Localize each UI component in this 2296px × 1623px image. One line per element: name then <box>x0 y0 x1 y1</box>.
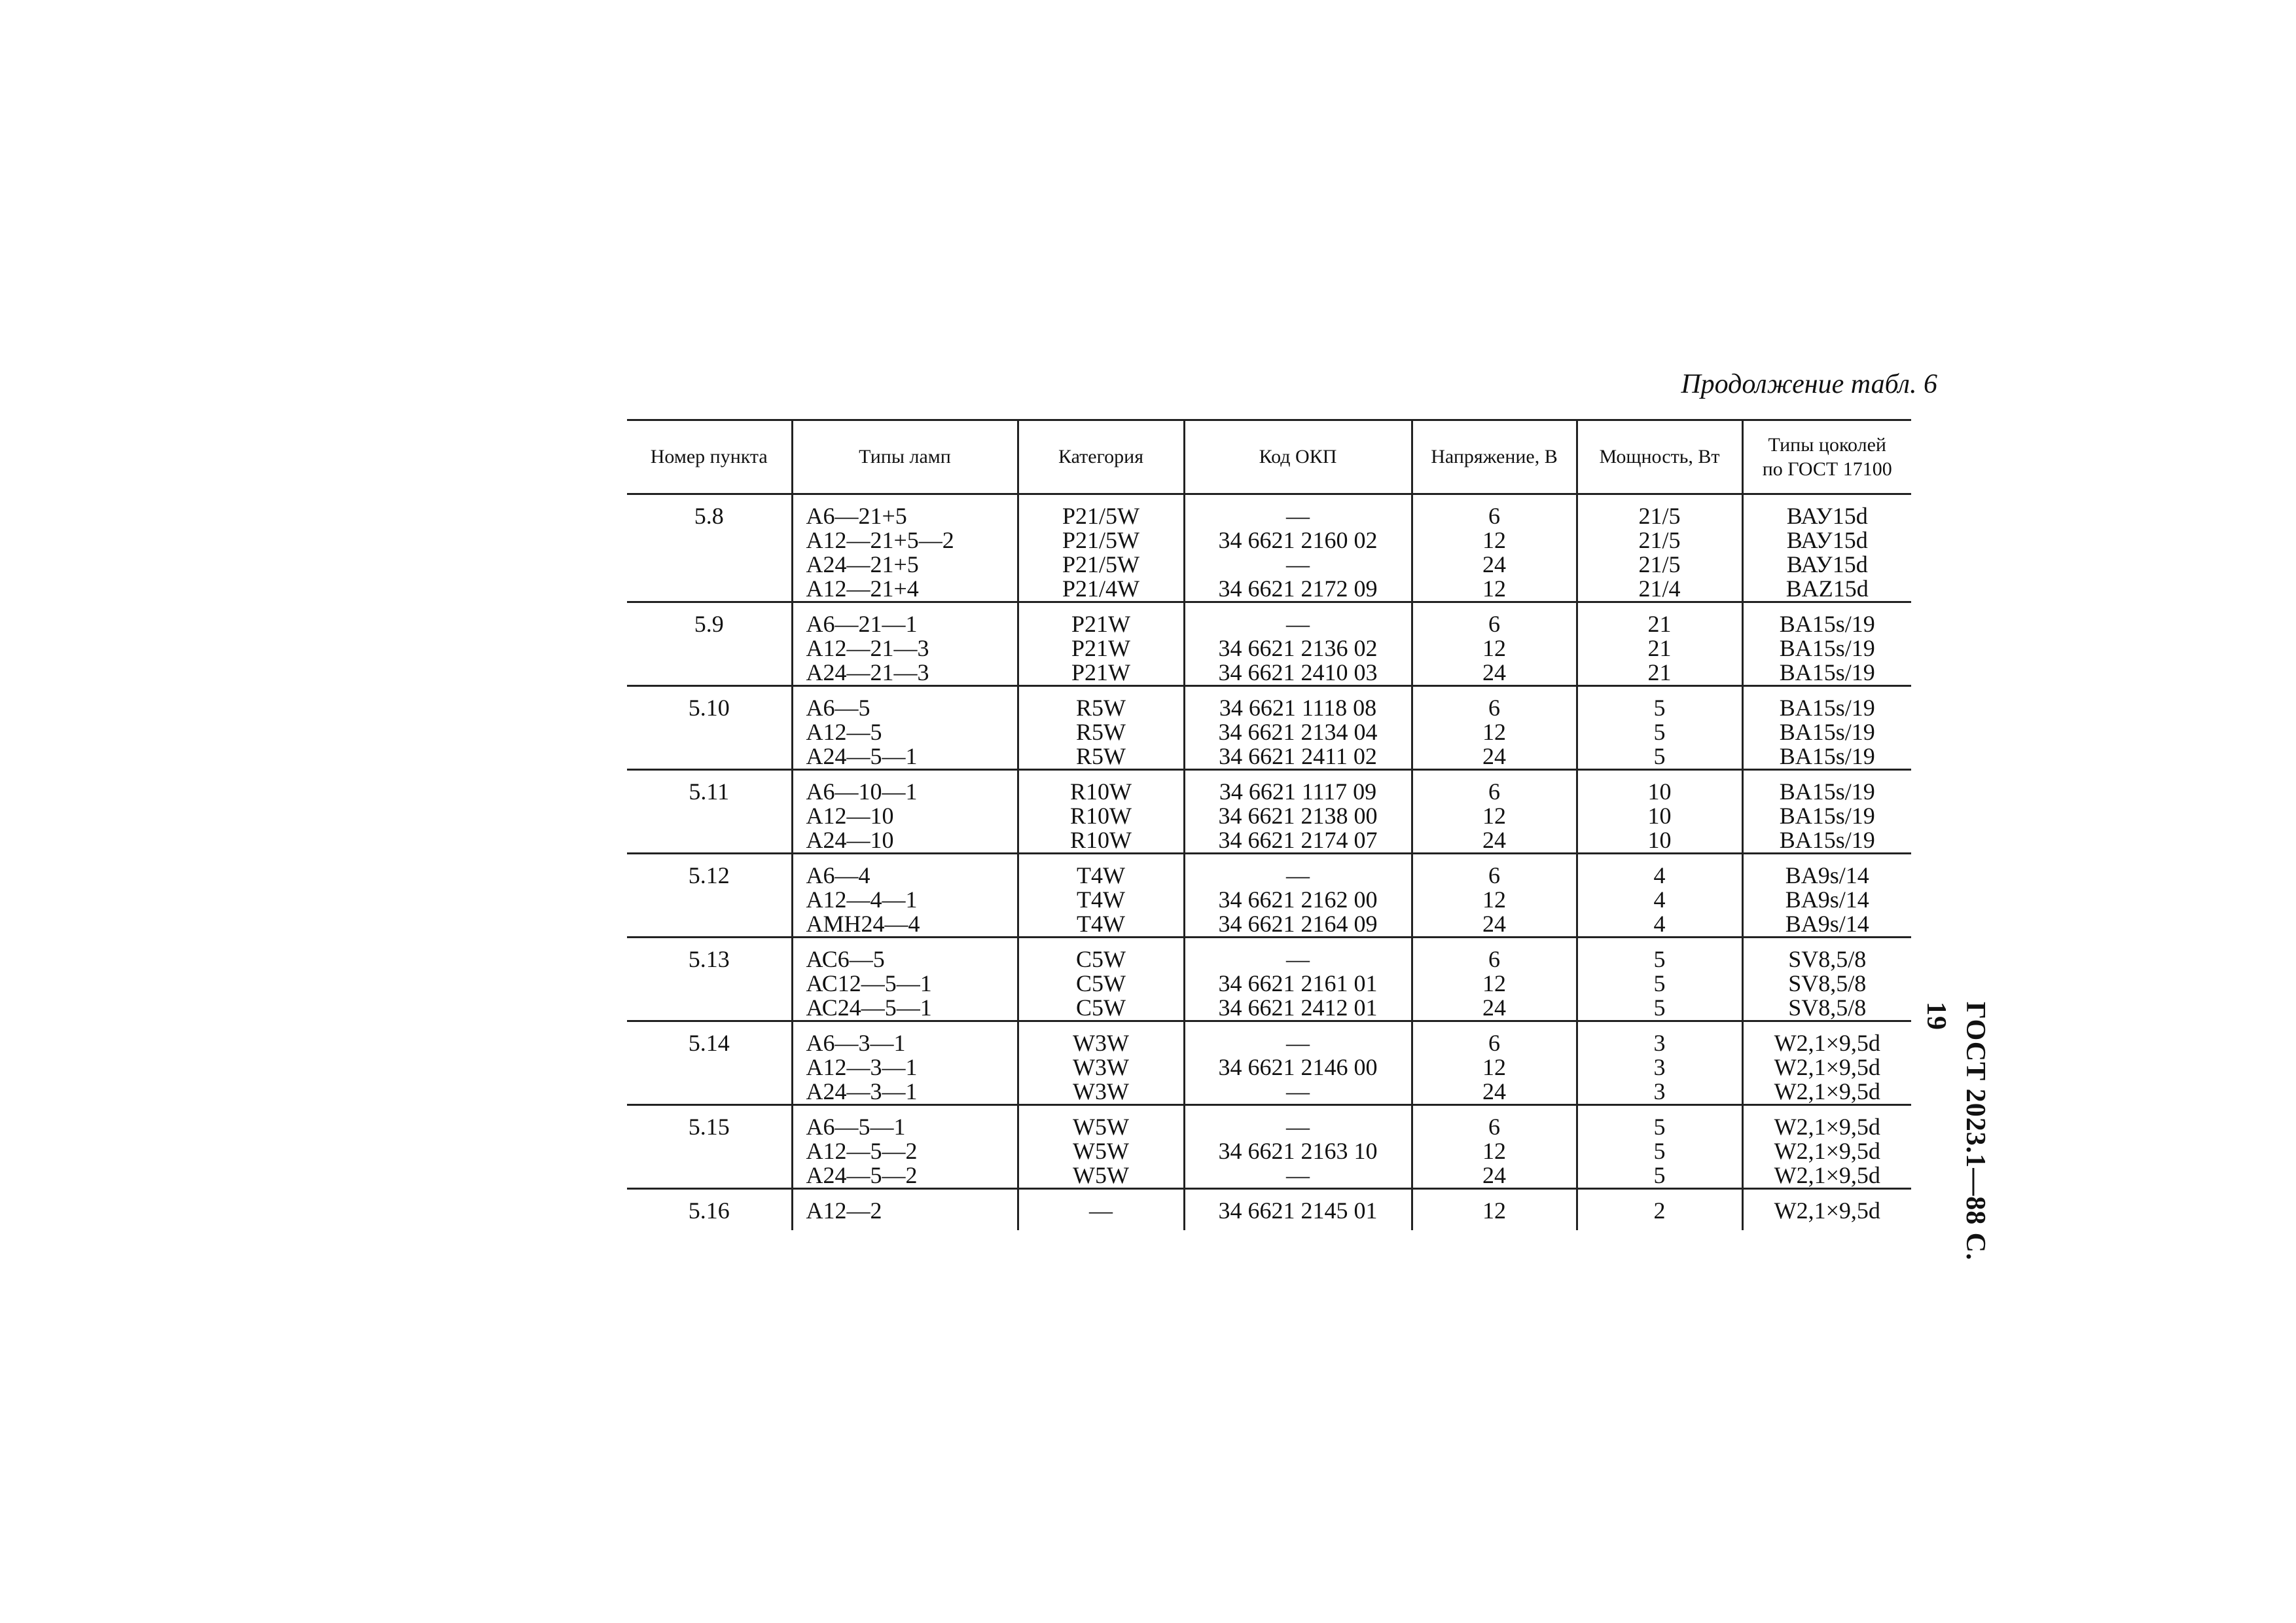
cell-voltage-line: 24 <box>1482 1078 1506 1104</box>
cell-base-type-line: W2,1×9,5d <box>1774 1054 1880 1080</box>
cell-lamp-type <box>792 770 1018 854</box>
cell-voltage-line: 24 <box>1482 994 1506 1021</box>
cell-okp-code-line: 34 6621 1117 09 <box>1219 778 1377 805</box>
cell-okp-code-line: — <box>1286 611 1310 637</box>
cell-base-type-line: BA9s/14 <box>1785 886 1869 913</box>
cell-voltage-line: 24 <box>1482 827 1506 853</box>
cell-lamp-type-line: А24—3—1 <box>806 1078 918 1104</box>
cell-power-line: 5 <box>1653 994 1666 1021</box>
cell-voltage <box>1412 602 1577 686</box>
cell-base-type-line: ВАУ15d <box>1786 527 1868 553</box>
cell-okp-code-line: 34 6621 2164 09 <box>1218 911 1378 937</box>
cell-power-line: 3 <box>1653 1030 1666 1056</box>
cell-base-type-line: BA15s/19 <box>1779 611 1875 637</box>
table-row <box>627 602 1911 686</box>
cell-okp-code-line: — <box>1286 862 1310 888</box>
cell-voltage <box>1412 770 1577 854</box>
header-category: Категория <box>1018 420 1184 494</box>
cell-item-value: 5.12 <box>688 862 730 888</box>
cell-okp-code-line: 34 6621 2162 00 <box>1218 886 1378 913</box>
cell-category-line: P21/5W <box>1062 551 1139 577</box>
cell-power-line: 21/5 <box>1638 551 1681 577</box>
cell-lamp-type-line: А12—21+4 <box>806 575 919 602</box>
cell-okp-code-line: 34 6621 2138 00 <box>1218 803 1378 829</box>
cell-base-type-line: ВАУ15d <box>1786 503 1868 529</box>
cell-okp-code-line: 34 6621 2410 03 <box>1218 659 1378 685</box>
cell-power-line: 10 <box>1647 778 1672 805</box>
cell-base-type-line: W2,1×9,5d <box>1774 1078 1880 1104</box>
cell-base-type-line: BA15s/19 <box>1779 743 1875 769</box>
cell-okp-code-line: 34 6621 2411 02 <box>1219 743 1377 769</box>
cell-okp-code-line: 34 6621 2146 00 <box>1218 1054 1378 1080</box>
cell-voltage-line: 12 <box>1482 575 1506 602</box>
cell-base-type-line: BA15s/19 <box>1779 778 1875 805</box>
header-okp-code: Код ОКП <box>1184 420 1412 494</box>
table-row <box>627 1105 1911 1189</box>
cell-category-line: — <box>1089 1197 1113 1224</box>
cell-lamp-type <box>792 1105 1018 1189</box>
cell-category <box>1018 854 1184 938</box>
cell-power-line: 5 <box>1653 1114 1666 1140</box>
cell-category <box>1018 494 1184 602</box>
gost-page-header: ГОСТ 2023.1—88 С. 19 <box>1921 1002 1990 1261</box>
cell-lamp-type-line: А24—10 <box>806 827 894 853</box>
table-row <box>627 854 1911 938</box>
cell-category-line: W5W <box>1073 1114 1129 1140</box>
cell-power-line: 4 <box>1653 911 1666 937</box>
cell-power <box>1577 770 1742 854</box>
cell-voltage <box>1412 1105 1577 1189</box>
cell-item <box>627 854 792 938</box>
cell-voltage <box>1412 1189 1577 1231</box>
cell-power-line: 10 <box>1647 803 1672 829</box>
cell-power-line: 4 <box>1653 886 1666 913</box>
cell-power <box>1577 494 1742 602</box>
table-header-row <box>627 420 1911 494</box>
cell-power-line: 3 <box>1653 1078 1666 1104</box>
cell-voltage-line: 24 <box>1482 551 1506 577</box>
cell-power-line: 21 <box>1647 659 1672 685</box>
cell-item-value: 5.8 <box>694 503 724 529</box>
cell-base-type <box>1742 770 1911 854</box>
cell-voltage-line: 6 <box>1488 1114 1500 1140</box>
cell-power-line: 2 <box>1653 1197 1666 1224</box>
cell-power-line: 21 <box>1647 611 1672 637</box>
cell-okp-code-line: 34 6621 2163 10 <box>1218 1138 1378 1164</box>
cell-item-value: 5.10 <box>688 695 730 721</box>
cell-okp-code-line: — <box>1286 1162 1310 1188</box>
cell-voltage <box>1412 494 1577 602</box>
header-voltage: Напряжение, В <box>1412 420 1577 494</box>
cell-okp-code <box>1184 1189 1412 1231</box>
cell-item-value: 5.14 <box>688 1030 730 1056</box>
cell-category-line: P21/4W <box>1062 575 1139 602</box>
cell-base-type <box>1742 1105 1911 1189</box>
cell-category <box>1018 1189 1184 1231</box>
cell-category-line: W3W <box>1073 1054 1129 1080</box>
cell-base-type-line: W2,1×9,5d <box>1774 1197 1880 1224</box>
cell-voltage-line: 12 <box>1482 635 1506 661</box>
header-power: Мощность, Вт <box>1577 420 1742 494</box>
cell-category-line: P21W <box>1071 635 1130 661</box>
cell-category-line: P21W <box>1071 611 1130 637</box>
cell-lamp-type-line: А24—21+5 <box>806 551 919 577</box>
lamp-types-table <box>627 419 1911 1230</box>
cell-base-type <box>1742 1021 1911 1105</box>
cell-okp-code <box>1184 1021 1412 1105</box>
cell-category-line: R5W <box>1076 719 1126 745</box>
cell-base-type-line: BA15s/19 <box>1779 803 1875 829</box>
cell-okp-code-line: 34 6621 2161 01 <box>1218 970 1378 996</box>
cell-base-type-line: BA15s/19 <box>1779 695 1875 721</box>
cell-lamp-type-line: А6—5—1 <box>806 1114 906 1140</box>
cell-item <box>627 1105 792 1189</box>
cell-voltage-line: 12 <box>1482 970 1506 996</box>
cell-voltage <box>1412 686 1577 770</box>
cell-voltage <box>1412 1021 1577 1105</box>
table-row <box>627 1189 1911 1231</box>
cell-base-type-line: SV8,5/8 <box>1788 970 1867 996</box>
cell-power <box>1577 602 1742 686</box>
cell-voltage-line: 6 <box>1488 695 1500 721</box>
cell-lamp-type-line: А6—21+5 <box>806 503 907 529</box>
cell-base-type <box>1742 854 1911 938</box>
cell-voltage-line: 6 <box>1488 946 1500 972</box>
cell-item-value: 5.15 <box>688 1114 730 1140</box>
cell-lamp-type-line: А12—2 <box>806 1197 882 1224</box>
cell-item <box>627 1021 792 1105</box>
cell-category-line: W5W <box>1073 1138 1129 1164</box>
cell-item-value: 5.16 <box>688 1197 730 1224</box>
cell-power <box>1577 686 1742 770</box>
cell-power-line: 21/4 <box>1638 575 1681 602</box>
cell-okp-code <box>1184 602 1412 686</box>
table-continuation-caption: Продолжение табл. 6 <box>1681 369 1937 399</box>
cell-category-line: R10W <box>1070 827 1132 853</box>
cell-power-line: 5 <box>1653 1138 1666 1164</box>
cell-category-line: W3W <box>1073 1078 1129 1104</box>
cell-lamp-type <box>792 1189 1018 1231</box>
cell-lamp-type-line: А12—5 <box>806 719 882 745</box>
cell-category <box>1018 938 1184 1021</box>
cell-okp-code-line: 34 6621 2136 02 <box>1218 635 1378 661</box>
cell-voltage-line: 6 <box>1488 1030 1500 1056</box>
cell-lamp-type <box>792 854 1018 938</box>
cell-item <box>627 1189 792 1231</box>
cell-base-type-line: BA15s/19 <box>1779 719 1875 745</box>
cell-lamp-type <box>792 1021 1018 1105</box>
cell-item <box>627 494 792 602</box>
cell-okp-code <box>1184 770 1412 854</box>
cell-lamp-type-line: А6—10—1 <box>806 778 918 805</box>
cell-okp-code-line: 34 6621 2160 02 <box>1218 527 1378 553</box>
cell-lamp-type-line: А6—21—1 <box>806 611 918 637</box>
table-body <box>627 494 1911 1231</box>
cell-base-type-line: BA9s/14 <box>1785 911 1869 937</box>
cell-base-type-line: BA15s/19 <box>1779 635 1875 661</box>
cell-category <box>1018 770 1184 854</box>
cell-power-line: 21 <box>1647 635 1672 661</box>
header-base-line1: Типы цоколей <box>1768 433 1886 456</box>
cell-okp-code-line: — <box>1286 503 1310 529</box>
cell-lamp-type <box>792 602 1018 686</box>
cell-voltage-line: 6 <box>1488 503 1500 529</box>
cell-lamp-type-line: А12—5—2 <box>806 1138 918 1164</box>
cell-okp-code-line: — <box>1286 946 1310 972</box>
cell-category <box>1018 686 1184 770</box>
cell-base-type-line: SV8,5/8 <box>1788 946 1867 972</box>
cell-base-type-line: BA9s/14 <box>1785 862 1869 888</box>
cell-lamp-type-line: А24—5—1 <box>806 743 918 769</box>
cell-lamp-type-line: А12—3—1 <box>806 1054 918 1080</box>
cell-voltage-line: 12 <box>1482 1138 1506 1164</box>
cell-base-type-line: BA15s/19 <box>1779 827 1875 853</box>
cell-power <box>1577 1189 1742 1231</box>
header-base-line2: по ГОСТ 17100 <box>1762 458 1892 480</box>
cell-item <box>627 602 792 686</box>
cell-okp-code-line: 34 6621 2172 09 <box>1218 575 1378 602</box>
cell-voltage-line: 12 <box>1482 527 1506 553</box>
cell-base-type <box>1742 686 1911 770</box>
cell-category <box>1018 1105 1184 1189</box>
cell-item <box>627 770 792 854</box>
cell-lamp-type-line: А6—3—1 <box>806 1030 906 1056</box>
cell-category-line: R5W <box>1076 743 1126 769</box>
cell-voltage-line: 12 <box>1482 886 1506 913</box>
cell-category-line: W3W <box>1073 1030 1129 1056</box>
header-base-types <box>1742 420 1911 494</box>
cell-lamp-type-line: АМН24—4 <box>806 911 920 937</box>
cell-okp-code-line: — <box>1286 551 1310 577</box>
cell-category-line: C5W <box>1076 946 1126 972</box>
cell-okp-code <box>1184 854 1412 938</box>
cell-lamp-type-line: А12—10 <box>806 803 894 829</box>
cell-category-line: T4W <box>1077 911 1125 937</box>
cell-base-type-line: ВАУ15d <box>1786 551 1868 577</box>
cell-lamp-type-line: А6—5 <box>806 695 870 721</box>
header-lamp-types: Типы ламп <box>792 420 1018 494</box>
cell-lamp-type <box>792 686 1018 770</box>
cell-base-type-line: BA15s/19 <box>1779 659 1875 685</box>
cell-lamp-type <box>792 938 1018 1021</box>
cell-category-line: T4W <box>1077 886 1125 913</box>
cell-okp-code-line: 34 6621 2145 01 <box>1218 1197 1378 1224</box>
cell-item-value: 5.11 <box>689 778 730 805</box>
table-row <box>627 686 1911 770</box>
cell-category-line: R10W <box>1070 778 1132 805</box>
cell-lamp-type-line: А12—21+5—2 <box>806 527 954 553</box>
cell-voltage-line: 6 <box>1488 611 1500 637</box>
table-row <box>627 938 1911 1021</box>
cell-okp-code <box>1184 938 1412 1021</box>
cell-lamp-type-line: А12—21—3 <box>806 635 929 661</box>
cell-base-type <box>1742 938 1911 1021</box>
cell-okp-code-line: 34 6621 1118 08 <box>1219 695 1377 721</box>
cell-power-line: 4 <box>1653 862 1666 888</box>
cell-power-line: 21/5 <box>1638 527 1681 553</box>
cell-lamp-type-line: А12—4—1 <box>806 886 918 913</box>
cell-base-type-line: W2,1×9,5d <box>1774 1114 1880 1140</box>
cell-lamp-type-line: АС24—5—1 <box>806 994 932 1021</box>
cell-power-line: 5 <box>1653 719 1666 745</box>
cell-category-line: W5W <box>1073 1162 1129 1188</box>
cell-base-type-line: W2,1×9,5d <box>1774 1162 1880 1188</box>
cell-base-type <box>1742 494 1911 602</box>
cell-lamp-type-line: А6—4 <box>806 862 870 888</box>
cell-voltage-line: 6 <box>1488 778 1500 805</box>
cell-item <box>627 938 792 1021</box>
cell-power <box>1577 938 1742 1021</box>
cell-power-line: 5 <box>1653 695 1666 721</box>
table-row <box>627 1021 1911 1105</box>
cell-okp-code <box>1184 494 1412 602</box>
cell-power-line: 5 <box>1653 946 1666 972</box>
cell-voltage <box>1412 854 1577 938</box>
cell-base-type-line: SV8,5/8 <box>1788 994 1867 1021</box>
cell-base-type-line: W2,1×9,5d <box>1774 1030 1880 1056</box>
cell-category-line: P21W <box>1071 659 1130 685</box>
cell-okp-code-line: — <box>1286 1114 1310 1140</box>
cell-power-line: 3 <box>1653 1054 1666 1080</box>
cell-power-line: 5 <box>1653 743 1666 769</box>
cell-lamp-type-line: АС12—5—1 <box>806 970 932 996</box>
cell-power-line: 5 <box>1653 1162 1666 1188</box>
cell-base-type-line: W2,1×9,5d <box>1774 1138 1880 1164</box>
cell-voltage-line: 12 <box>1482 803 1506 829</box>
cell-voltage-line: 24 <box>1482 1162 1506 1188</box>
cell-item-value: 5.9 <box>694 611 724 637</box>
cell-voltage-line: 24 <box>1482 743 1506 769</box>
cell-power <box>1577 1105 1742 1189</box>
cell-okp-code-line: — <box>1286 1078 1310 1104</box>
cell-power <box>1577 1021 1742 1105</box>
cell-power-line: 10 <box>1647 827 1672 853</box>
cell-category-line: T4W <box>1077 862 1125 888</box>
cell-power <box>1577 854 1742 938</box>
cell-voltage-line: 12 <box>1482 719 1506 745</box>
header-item: Номер пункта <box>627 420 792 494</box>
cell-okp-code-line: 34 6621 2412 01 <box>1218 994 1378 1021</box>
cell-lamp-type-line: АС6—5 <box>806 946 885 972</box>
cell-base-type <box>1742 1189 1911 1231</box>
table-row <box>627 494 1911 602</box>
cell-voltage <box>1412 938 1577 1021</box>
cell-power-line: 5 <box>1653 970 1666 996</box>
cell-category-line: R10W <box>1070 803 1132 829</box>
cell-voltage-line: 12 <box>1482 1197 1506 1224</box>
cell-okp-code-line: — <box>1286 1030 1310 1056</box>
cell-category-line: P21/5W <box>1062 503 1139 529</box>
cell-item <box>627 686 792 770</box>
cell-voltage-line: 12 <box>1482 1054 1506 1080</box>
cell-okp-code <box>1184 686 1412 770</box>
cell-category-line: C5W <box>1076 970 1126 996</box>
cell-voltage-line: 24 <box>1482 911 1506 937</box>
cell-base-type-line: BAZ15d <box>1785 575 1869 602</box>
cell-power-line: 21/5 <box>1638 503 1681 529</box>
cell-okp-code <box>1184 1105 1412 1189</box>
table-row <box>627 770 1911 854</box>
cell-okp-code-line: 34 6621 2134 04 <box>1218 719 1378 745</box>
cell-lamp-type <box>792 494 1018 602</box>
cell-item-value: 5.13 <box>688 946 730 972</box>
cell-category-line: C5W <box>1076 994 1126 1021</box>
cell-voltage-line: 6 <box>1488 862 1500 888</box>
cell-lamp-type-line: А24—5—2 <box>806 1162 918 1188</box>
cell-category <box>1018 1021 1184 1105</box>
cell-okp-code-line: 34 6621 2174 07 <box>1218 827 1378 853</box>
cell-category <box>1018 602 1184 686</box>
cell-voltage-line: 24 <box>1482 659 1506 685</box>
cell-category-line: R5W <box>1076 695 1126 721</box>
cell-base-type <box>1742 602 1911 686</box>
cell-category-line: P21/5W <box>1062 527 1139 553</box>
cell-lamp-type-line: А24—21—3 <box>806 659 929 685</box>
